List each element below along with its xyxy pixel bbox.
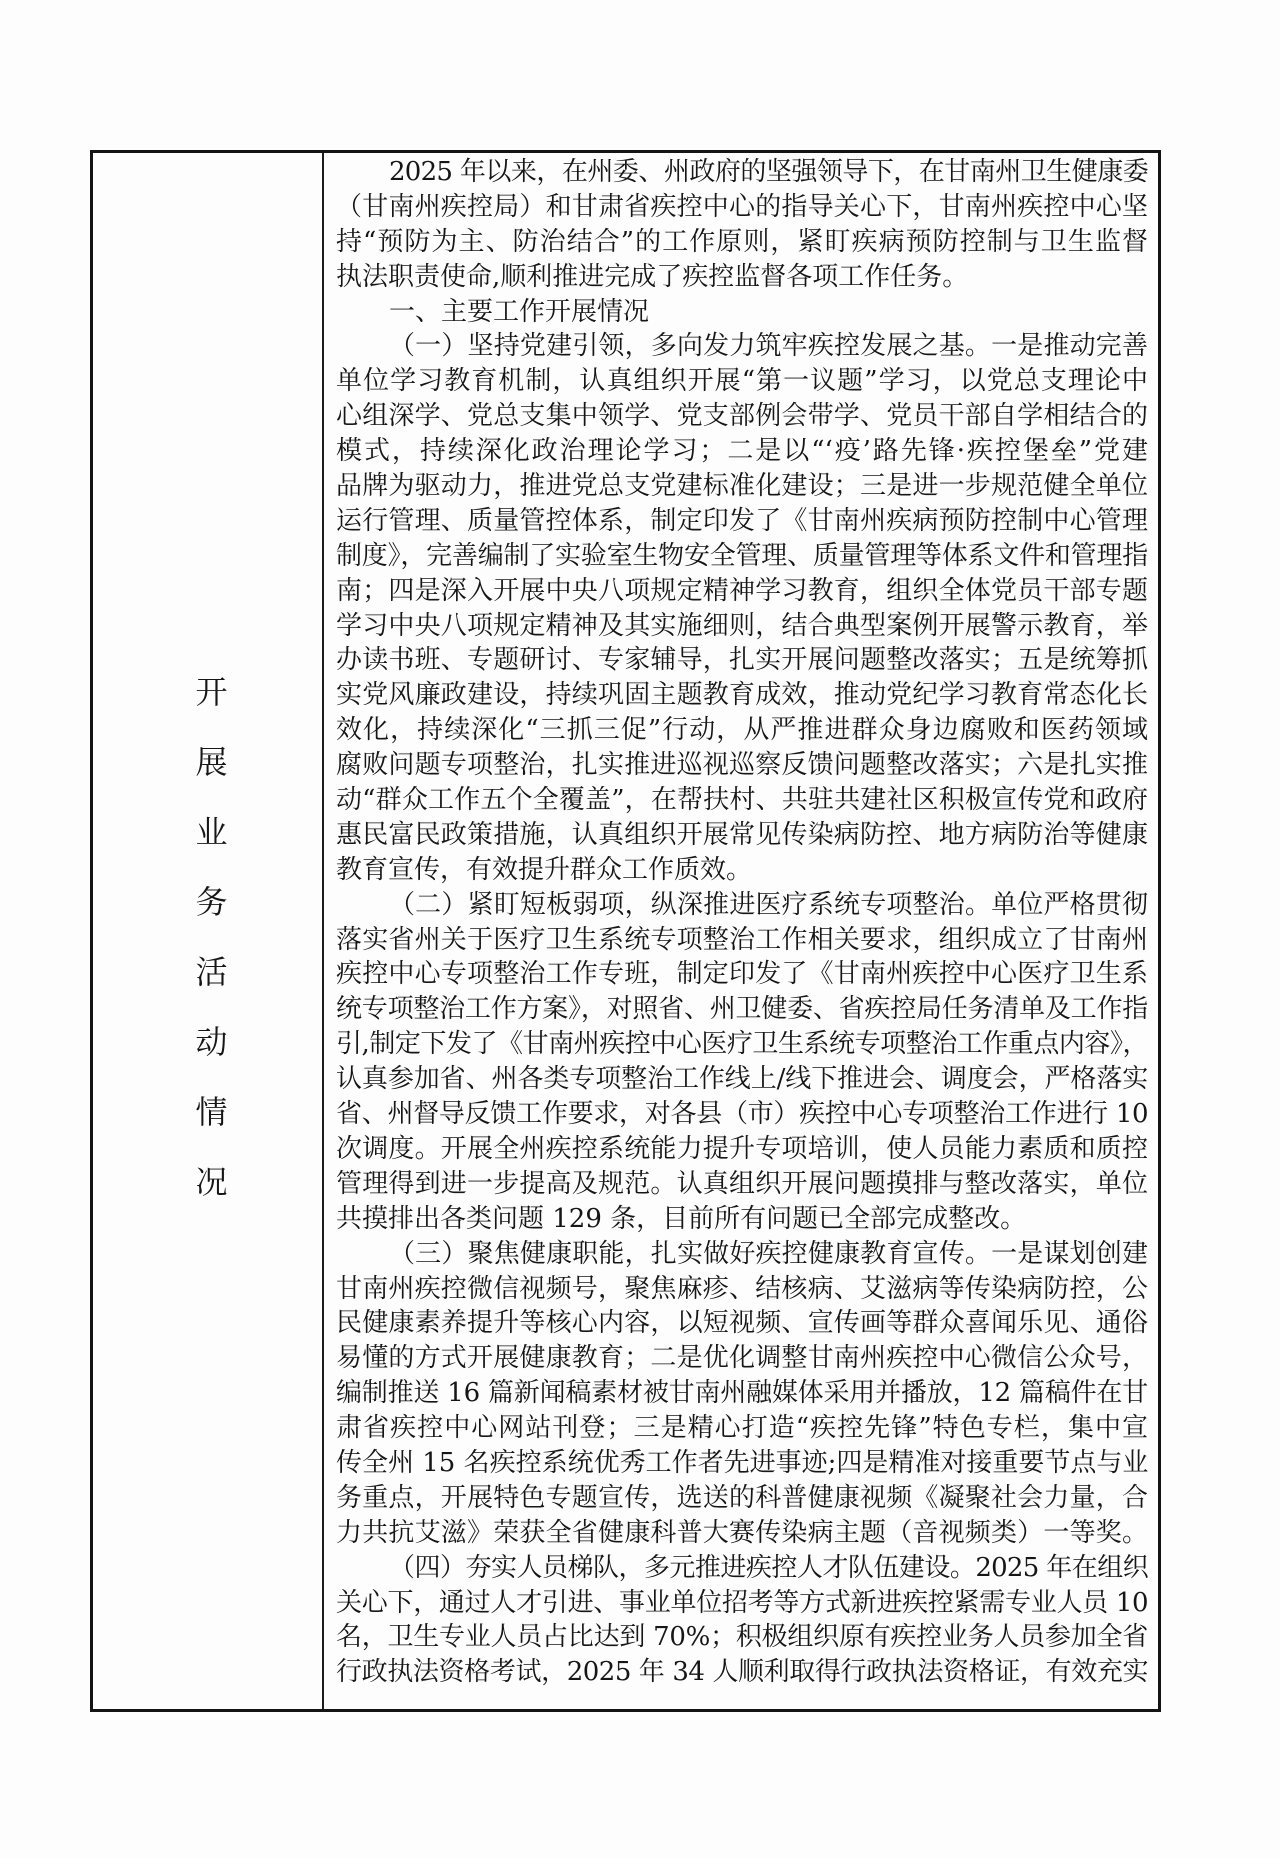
section-heading-text: 一、主要工作开展情况: [389, 296, 650, 327]
text-line: 心组深学、党总支集中领学、党支部例会带学、党员干部自学相结合的: [336, 401, 1148, 432]
paragraph-rectification: [336, 888, 1148, 1237]
text-line: 运行管理、质量管控体系，制定印发了《甘南州疾病预防控制中心管理: [336, 505, 1148, 536]
text-line: 民健康素养提升等核心内容，以短视频、宣传画等群众喜闻乐见、通俗: [336, 1308, 1148, 1339]
text-line: 肃省疾控中心网站刊登；三是精心打造“疾控先锋”特色专栏，集中宣: [336, 1413, 1148, 1444]
text-line: 效化，持续深化“三抓三促”行动，从严推进群众身边腐败和医药领域: [336, 715, 1148, 746]
row-label: 开展业务活动情况: [190, 675, 229, 1235]
text-line: （三）聚焦健康职能，扎实做好疾控健康教育宣传。一是谋划创建: [389, 1238, 1148, 1269]
text-line: 甘南州疾控微信视频号，聚焦麻疹、结核病、艾滋病等传染病防控，公: [336, 1273, 1148, 1304]
text-line: 疾控中心专项整治工作专班，制定印发了《甘南州疾控中心医疗卫生系: [336, 959, 1148, 990]
text-line: （二）紧盯短板弱项，纵深推进医疗系统专项整治。单位严格贯彻: [389, 889, 1148, 920]
text-line: 认真参加省、州各类专项整治工作线上/线下推进会、调度会，严格落实: [336, 1064, 1148, 1095]
text-line: 力共抗艾滋》荣获全省健康科普大赛传染病主题（音视频类）一等奖。: [336, 1517, 1148, 1548]
paragraph-health-education: [336, 1237, 1148, 1551]
text-line: 统专项整治工作方案》，对照省、州卫健委、省疾控局任务清单及工作指: [336, 994, 1148, 1025]
paragraph-talent-team: [336, 1551, 1148, 1691]
text-line: 实党风廉政建设，持续巩固主题教育成效，推动党纪学习教育常态化长: [336, 680, 1148, 711]
text-line: 务重点，开展特色专题宣传，选送的科普健康视频《凝聚社会力量，合: [336, 1482, 1148, 1513]
text-line: 制度》，完善编制了实验室生物安全管理、质量管理等体系文件和管理指: [336, 540, 1148, 571]
text-line: 腐败问题专项整治，扎实推进巡视巡察反馈问题整改落实；六是扎实推: [336, 750, 1148, 781]
text-line: 品牌为驱动力，推进党总支党建标准化建设；三是进一步规范健全单位: [336, 471, 1148, 502]
text-line: 单位学习教育机制，认真组织开展“第一议题”学习，以党总支理论中: [336, 366, 1148, 397]
text-line: 共摸排出各类问题 129 条，目前所有问题已全部完成整改。: [336, 1203, 1027, 1234]
text-line: 名，卫生专业人员占比达到 70%；积极组织原有疾控业务人员参加全省: [336, 1622, 1148, 1653]
text-line: 编制推送 16 篇新闻稿素材被甘南州融媒体采用并播放，12 篇稿件在甘: [336, 1378, 1148, 1409]
text-line: 办读书班、专题研讨、专家辅导，扎实开展问题整改落实；五是统筹抓: [336, 645, 1148, 676]
row-label-cell: [93, 153, 324, 1709]
text-line: 惠民富民政策措施，认真组织开展常见传染病防控、地方病防治等健康: [336, 819, 1148, 850]
text-line: 省、州督导反馈工作要求，对各县（市）疾控中心专项整治工作进行 10: [336, 1099, 1148, 1130]
text-line: 次调度。开展全州疾控系统能力提升专项培训，使人员能力素质和质控: [336, 1133, 1148, 1164]
text-line: 学习中央八项规定精神及其实施细则，结合典型案例开展警示教育，举: [336, 610, 1148, 641]
section-heading: [336, 295, 1148, 330]
text-line: 执法职责使命,顺利推进完成了疾控监督各项工作任务。: [336, 261, 969, 292]
paragraph-party-building: [336, 329, 1148, 887]
text-line: 南；四是深入开展中央八项规定精神学习教育，组织全体党员干部专题: [336, 575, 1148, 606]
text-line: 动“群众工作五个全覆盖”，在帮扶村、共驻共建社区积极宣传党和政府: [336, 785, 1148, 816]
text-line: 关心下，通过人才引进、事业单位招考等方式新进疾控紧需专业人员 10: [336, 1587, 1148, 1618]
text-line: 模式，持续深化政治理论学习；二是以“‘疫’路先锋·疾控堡垒”党建: [336, 436, 1148, 467]
content-cell: [324, 153, 1158, 1709]
text-line: 持“预防为主、防治结合”的工作原则，紧盯疾病预防控制与卫生监督: [336, 226, 1148, 257]
text-line: （一）坚持党建引领，多向发力筑牢疾控发展之基。一是推动完善: [389, 331, 1148, 362]
text-line: 传全州 15 名疾控系统优秀工作者先进事迹;四是精准对接重要节点与业: [336, 1447, 1149, 1478]
text-line: （四）夯实人员梯队，多元推进疾控人才队伍建设。2025 年在组织: [389, 1552, 1148, 1583]
text-line: 引,制定下发了《甘南州疾控中心医疗卫生系统专项整治工作重点内容》，: [336, 1029, 1148, 1060]
text-line: 管理得到进一步提高及规范。认真组织开展问题摸排与整改落实，单位: [336, 1168, 1148, 1199]
text-line: （甘南州疾控局）和甘肃省疾控中心的指导关心下，甘南州疾控中心坚: [336, 191, 1148, 222]
text-line: 2025 年以来，在州委、州政府的坚强领导下，在甘南州卫生健康委: [389, 157, 1148, 187]
text-line: 教育宣传，有效提升群众工作质效。: [336, 854, 753, 885]
activity-report-table: [90, 150, 1161, 1712]
text-line: 易懂的方式开展健康教育；二是优化调整甘南州疾控中心微信公众号，: [336, 1343, 1148, 1374]
intro-paragraph: [336, 155, 1148, 295]
text-line: 落实省州关于医疗卫生系统专项整治工作相关要求，组织成立了甘南州: [336, 924, 1148, 955]
text-line: 行政执法资格考试，2025 年 34 人顺利取得行政执法资格证，有效充实: [336, 1657, 1148, 1688]
